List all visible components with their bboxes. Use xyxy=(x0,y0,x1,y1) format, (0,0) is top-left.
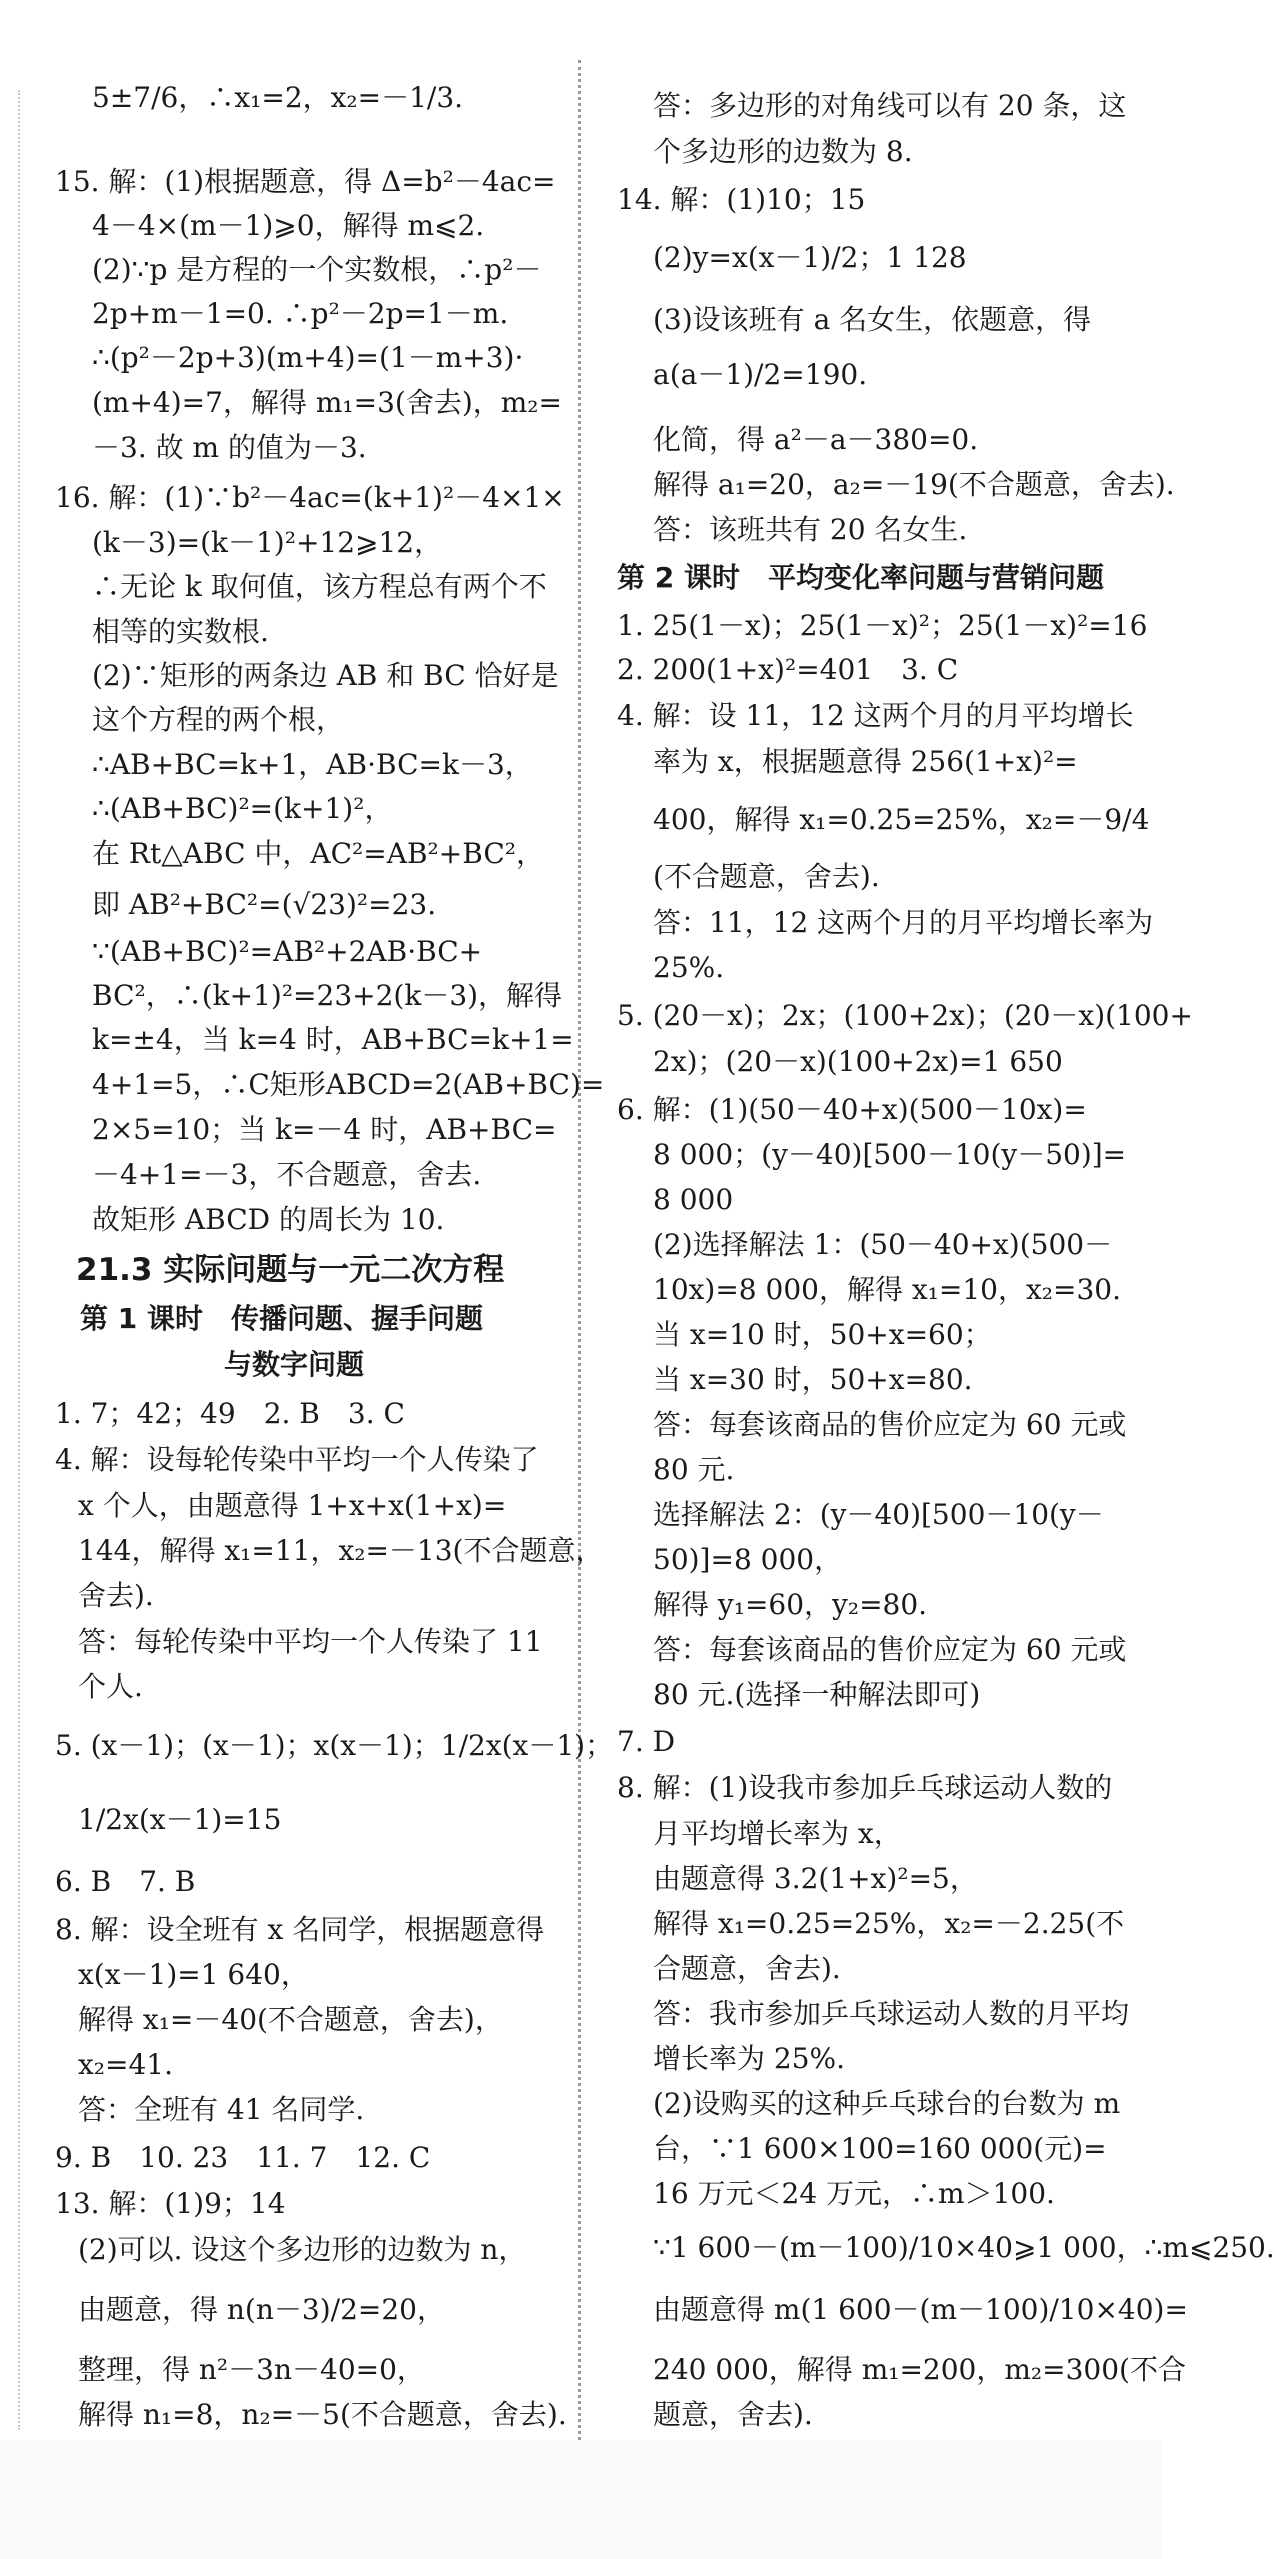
text-line: 144，解得 x₁=11，x₂=－13(不合题意， xyxy=(78,1534,604,1567)
text-line: 解得 a₁=20，a₂=－19(不合题意，舍去). xyxy=(653,468,1175,501)
text-line: x(x－1)=1 640， xyxy=(78,1958,309,1991)
text-line: 25%. xyxy=(653,951,725,984)
lesson-2-heading: 第 2 课时 平均变化率问题与营销问题 xyxy=(617,561,1104,594)
problem-5: 5. (20－x)；2x；(100+2x)；(20－x)(100+ xyxy=(617,999,1193,1032)
answers-6-7: 6. B 7. B xyxy=(55,1865,196,1898)
text-line: 选择解法 2：(y－40)[500－10(y－ xyxy=(653,1498,1104,1531)
text-line: 5±7/6，∴x₁=2，x₂=－1/3. xyxy=(92,81,464,114)
text-line: (2)∵矩形的两条边 AB 和 BC 恰好是 xyxy=(92,659,559,692)
text-line: x 个人，由题意得 1+x+x(1+x)= xyxy=(78,1489,507,1522)
text-line: 相等的实数根. xyxy=(92,615,269,648)
text-line: ∵1 600－(m－100)/10×40⩾1 000，∴m⩽250. xyxy=(653,2231,1275,2264)
text-line: a(a－1)/2=190. xyxy=(653,358,868,391)
text-line: k=±4，当 k=4 时，AB+BC=k+1= xyxy=(92,1023,574,1056)
problem-5: 5. (x－1)；(x－1)；x(x－1)；1/2x(x－1)； xyxy=(55,1729,614,1762)
lesson-heading-line2: 与数字问题 xyxy=(224,1348,365,1381)
text-line: 这个方程的两个根， xyxy=(92,703,345,736)
answer-7: 7. D xyxy=(617,1725,676,1758)
text-line: (k－3)=(k－1)²+12⩾12， xyxy=(92,526,443,559)
text-line: 当 x=30 时，50+x=80. xyxy=(653,1363,973,1396)
text-line: (2)设购买的这种乒乓球台的台数为 m xyxy=(653,2087,1121,2120)
problem-8: 8. 解：设全班有 x 名同学，根据题意得 xyxy=(55,1913,545,1946)
text-line: ∵(AB+BC)²=AB²+2AB·BC+ xyxy=(92,935,483,968)
text-line: 解得 n₁=8，n₂=－5(不合题意，舍去). xyxy=(78,2398,567,2431)
text-line: 当 x=10 时，50+x=60； xyxy=(653,1318,992,1351)
problem-13: 13. 解：(1)9；14 xyxy=(55,2187,286,2220)
text-line: 8 000；(y－40)[500－10(y－50)]= xyxy=(653,1138,1127,1171)
text-line: x₂=41. xyxy=(78,2048,174,2081)
text-line: 率为 x，根据题意得 256(1+x)²= xyxy=(653,745,1078,778)
column-divider xyxy=(578,60,581,2440)
text-line: 由题意得 m(1 600－(m－100)/10×40)= xyxy=(653,2293,1188,2326)
text-line: ∴(p²－2p+3)(m+4)=(1－m+3)· xyxy=(92,341,524,374)
answer-1: 1. 25(1－x)；25(1－x)²；25(1－x)²=16 xyxy=(617,609,1148,642)
text-line: 答：每套该商品的售价应定为 60 元或 xyxy=(653,1633,1127,1666)
problem-15: 15. 解：(1)根据题意，得 Δ=b²－4ac= xyxy=(55,165,556,198)
lesson-heading: 第 1 课时 传播问题、握手问题 xyxy=(80,1302,483,1335)
answers-2-3: 2. 200(1+x)²=401 3. C xyxy=(617,653,959,686)
answers-1-3: 1. 7；42；49 2. B 3. C xyxy=(55,1397,405,1430)
text-line: 2×5=10；当 k=－4 时，AB+BC= xyxy=(92,1113,557,1146)
text-line: 4+1=5，∴C矩形ABCD=2(AB+BC)= xyxy=(92,1068,605,1101)
text-line: 由题意得 3.2(1+x)²=5， xyxy=(653,1862,978,1895)
text-line: 故矩形 ABCD 的周长为 10. xyxy=(92,1203,445,1236)
problem-4: 4. 解：设每轮传染中平均一个人传染了 xyxy=(55,1443,539,1476)
text-line: 80 元. xyxy=(653,1453,735,1486)
text-line: (2)y=x(x－1)/2；1 128 xyxy=(653,241,967,274)
text-line: 解得 x₁=0.25=25%，x₂=－2.25(不 xyxy=(653,1907,1125,1940)
answers-9-12: 9. B 10. 23 11. 7 12. C xyxy=(55,2141,431,2174)
text-line: 台，∵1 600×100=160 000(元)= xyxy=(653,2132,1107,2165)
text-line: (2)∵p 是方程的一个实数根，∴p²－ xyxy=(92,253,542,286)
text-line: 个多边形的边数为 8. xyxy=(653,135,913,168)
text-line: (2)选择解法 1：(50－40+x)(500－ xyxy=(653,1228,1113,1261)
text-line: BC²，∴(k+1)²=23+2(k－3)，解得 xyxy=(92,979,563,1012)
text-line: 解得 y₁=60，y₂=80. xyxy=(653,1588,928,1621)
text-line: 解得 x₁=－40(不合题意，舍去)， xyxy=(78,2003,503,2036)
text-line: 50)]=8 000， xyxy=(653,1543,843,1576)
text-line: 答：我市参加乒乓球运动人数的月平均 xyxy=(653,1997,1130,2030)
text-line: 整理，得 n²－3n－40=0， xyxy=(78,2353,425,2386)
text-line: 舍去). xyxy=(78,1579,154,1612)
problem-6: 6. 解：(1)(50－40+x)(500－10x)= xyxy=(617,1093,1087,1126)
text-line: (m+4)=7，解得 m₁=3(舍去)，m₂= xyxy=(92,386,562,419)
text-line: 2p+m－1=0. ∴p²－2p=1－m. xyxy=(92,297,509,330)
text-line: 4－4×(m－1)⩾0，解得 m⩽2. xyxy=(92,209,485,242)
page-edge-dots xyxy=(18,90,20,2430)
text-line: ∴(AB+BC)²=(k+1)²， xyxy=(92,792,393,825)
problem-4: 4. 解：设 11，12 这两个月的月平均增长 xyxy=(617,699,1134,732)
page-footer-area xyxy=(0,2440,1162,2559)
text-line: 由题意，得 n(n－3)/2=20， xyxy=(78,2293,445,2326)
text-line: 增长率为 25%. xyxy=(653,2042,846,2075)
text-line: 2x)；(20－x)(100+2x)=1 650 xyxy=(653,1045,1063,1078)
problem-8: 8. 解：(1)设我市参加乒乓球运动人数的 xyxy=(617,1771,1113,1804)
text-line: 80 元.(选择一种解法即可) xyxy=(653,1678,981,1711)
problem-14: 14. 解：(1)10；15 xyxy=(617,183,866,216)
text-line: (3)设该班有 a 名女生，依题意，得 xyxy=(653,303,1092,336)
text-line: 题意，舍去). xyxy=(653,2398,813,2431)
text-line: 1/2x(x－1)=15 xyxy=(78,1803,282,1836)
text-line: 合题意，舍去). xyxy=(653,1952,841,1985)
text-line: 8 000 xyxy=(653,1183,734,1216)
section-heading: 21.3 实际问题与一元二次方程 xyxy=(76,1252,505,1288)
text-line: 答：全班有 41 名同学. xyxy=(78,2093,365,2126)
text-line: 答：每套该商品的售价应定为 60 元或 xyxy=(653,1408,1127,1441)
text-line: 在 Rt△ABC 中，AC²=AB²+BC²， xyxy=(92,837,544,870)
problem-16: 16. 解：(1)∵b²－4ac=(k+1)²－4×1× xyxy=(55,481,565,514)
text-line: 10x)=8 000，解得 x₁=10，x₂=30. xyxy=(653,1273,1121,1306)
text-line: 个人. xyxy=(78,1670,143,1703)
text-line: ∴AB+BC=k+1，AB·BC=k－3， xyxy=(92,748,533,781)
text-line: 即 AB²+BC²=(√23)²=23. xyxy=(92,888,437,921)
text-line: (不合题意，舍去). xyxy=(653,860,880,893)
text-line: 答：该班共有 20 名女生. xyxy=(653,513,968,546)
text-line: 240 000，解得 m₁=200，m₂=300(不合 xyxy=(653,2353,1186,2386)
text-line: 化简，得 a²－a－380=0. xyxy=(653,423,979,456)
text-line: －4+1=－3，不合题意，舍去. xyxy=(92,1158,482,1191)
text-line: －3. 故 m 的值为－3. xyxy=(92,431,367,464)
text-line: 答：多边形的对角线可以有 20 条，这 xyxy=(653,89,1127,122)
text-line: 月平均增长率为 x， xyxy=(653,1817,902,1850)
text-line: 答：每轮传染中平均一个人传染了 11 xyxy=(78,1625,543,1658)
text-line: (2)可以. 设这个多边形的边数为 n， xyxy=(78,2233,527,2266)
text-line: 16 万元＜24 万元，∴m＞100. xyxy=(653,2177,1055,2210)
text-line: ∴无论 k 取何值，该方程总有两个不 xyxy=(92,570,547,603)
text-line: 400，解得 x₁=0.25=25%，x₂=－9/4 xyxy=(653,803,1150,836)
text-line: 答：11，12 这两个月的月平均增长率为 xyxy=(653,906,1154,939)
